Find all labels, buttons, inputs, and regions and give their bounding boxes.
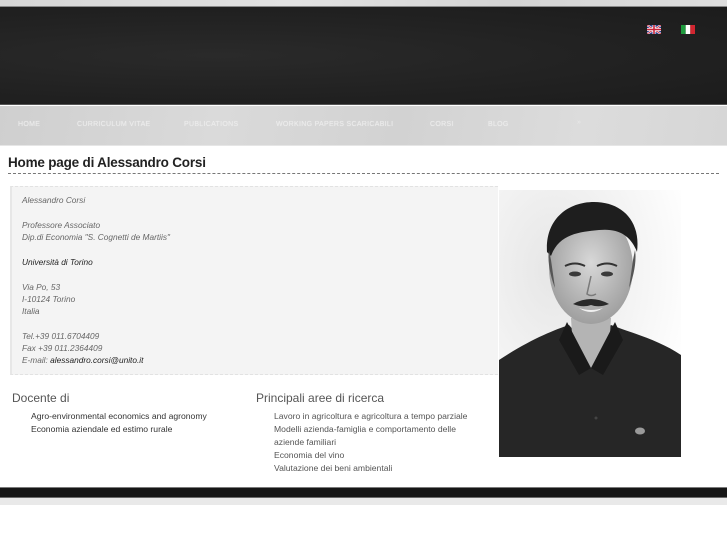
top-strip [0,0,727,7]
contact-university: Università di Torino [22,257,93,267]
teaching-title: Docente di [12,391,70,405]
research-title: Principali aree di ricerca [256,391,385,405]
profile-photo [499,190,681,457]
email-link[interactable]: alessandro.corsi@unito.it [50,355,144,365]
contact-role: Professore Associato [22,220,101,230]
contact-department: Dip.di Economia "S. Cognetti de Martiis" [22,232,170,242]
nav-item-home[interactable]: HOME [18,121,41,128]
contact-street: Via Po, 53 [22,282,61,292]
page-title: Home page di Alessandro Corsi [8,155,206,170]
header-banner [0,7,727,105]
italy-flag-icon[interactable] [681,25,695,34]
research-item: Lavoro in agricoltura e agricoltura a tempo parziale [274,411,468,421]
contact-name: Alessandro Corsi [22,195,86,205]
nav-item-curriculum-vitae[interactable]: CURRICULUM VITAE [77,121,151,128]
nav-item-corsi[interactable]: CORSI [430,121,454,128]
contact-email-row [22,355,143,365]
footer-bar [0,487,727,498]
nav-more-arrow-icon[interactable]: » [577,119,581,126]
contact-tel: Tel.+39 011.6704409 [22,331,100,341]
research-item: Economia del vino [274,450,345,460]
research-item: aziende familiari [274,437,337,447]
course-item: Economia aziendale ed estimo rurale [31,424,173,434]
uk-flag-icon[interactable] [647,25,661,34]
research-item: Valutazione dei beni ambientali [274,463,393,473]
contact-info-box [10,186,498,375]
nav-item-blog[interactable]: BLOG [488,121,509,128]
contact-fax: Fax +39 011.2364409 [22,343,103,353]
research-item: Modelli azienda-famiglia e comportamento delle [274,424,456,434]
footer-strip [0,498,727,505]
portrait-image [499,190,681,457]
contact-country: Italia [22,306,40,316]
nav-item-publications[interactable]: PUBLICATIONS [184,121,239,128]
course-item: Agro-environmental economics and agronomy [31,411,207,421]
email-label: E-mail: [22,355,51,365]
main-navigation [0,106,727,146]
nav-item-working-papers[interactable]: WORKING PAPERS SCARICABILI [276,121,394,128]
language-switch [647,25,695,34]
contact-city: I-10124 Torino [22,294,76,304]
title-divider [8,173,719,174]
